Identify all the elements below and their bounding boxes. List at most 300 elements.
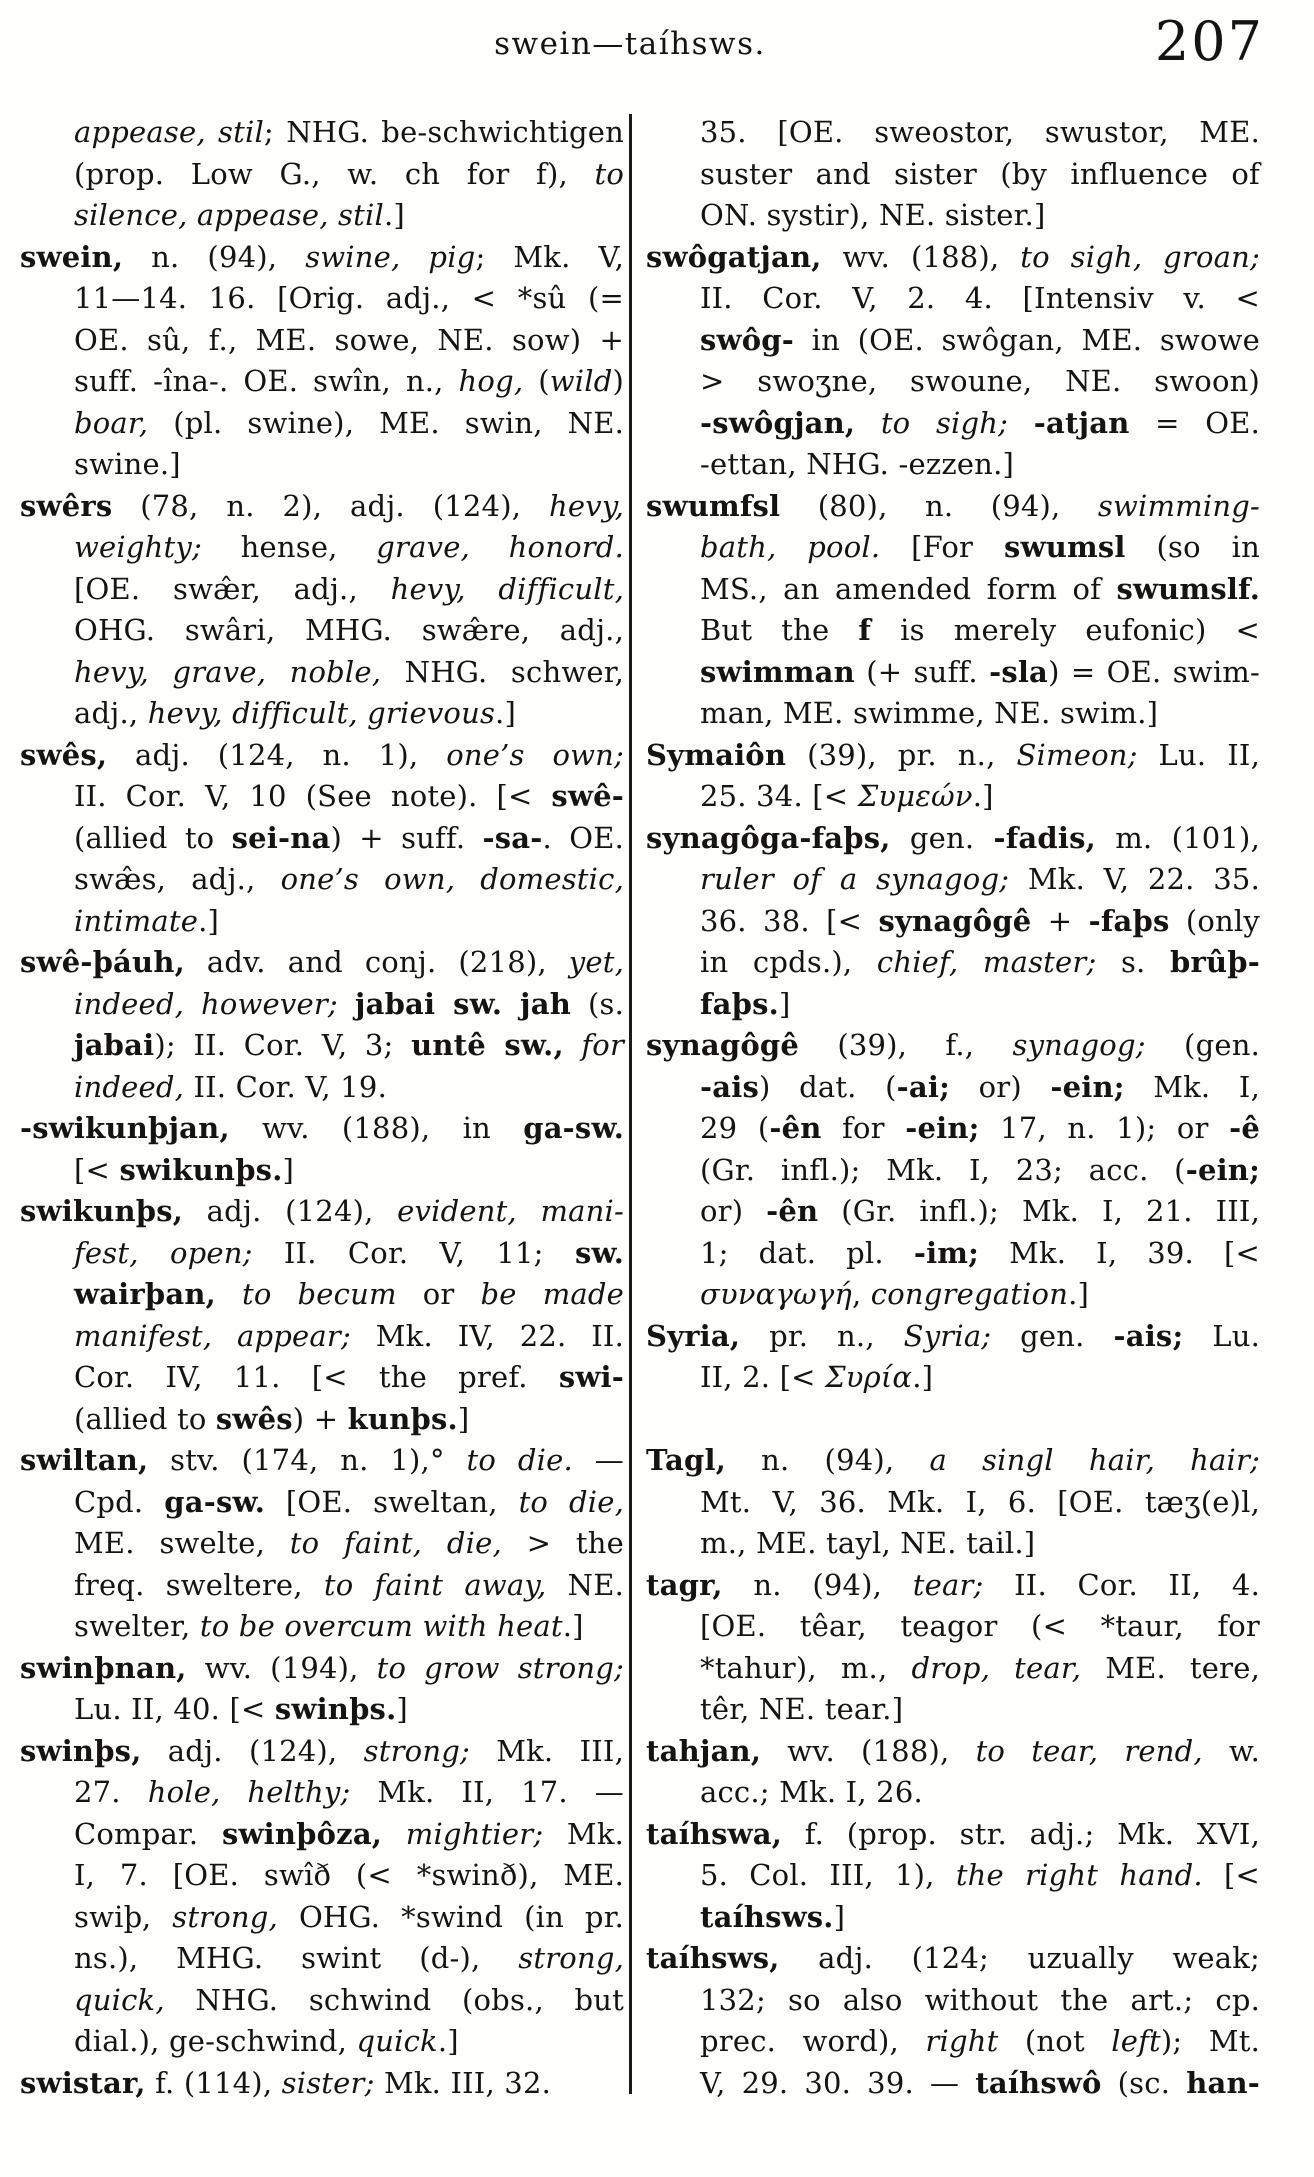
- text-segment: s.: [1096, 945, 1171, 979]
- text-line: [20, 195, 624, 237]
- text-segment: n. (94),: [722, 1567, 913, 1602]
- text-segment: ; NHG. be-schwichtigen: [263, 115, 624, 149]
- text-segment: man, ME. swimme, NE. swim.]: [700, 696, 1159, 730]
- text-line: [646, 1067, 1260, 1109]
- text-segment: acc.; Mk. I, 26.: [700, 1775, 923, 1809]
- text-segment: But the: [700, 613, 859, 647]
- text-segment: jabai sw. jah: [354, 986, 572, 1021]
- text-line: [646, 361, 1260, 403]
- text-segment: I, 7. [OE. swîð (< *swinð), ME.: [74, 1858, 624, 1892]
- text-line: [20, 1191, 624, 1233]
- text-segment: têr, NE. tear.]: [700, 1692, 904, 1726]
- text-segment: jabai: [74, 1028, 155, 1062]
- text-segment: swês,: [20, 737, 108, 772]
- text-segment: II. Cor. V, 19.: [184, 1069, 387, 1104]
- text-segment: Mk.: [543, 1816, 625, 1851]
- text-segment: to tear, rend,: [975, 1733, 1203, 1768]
- text-segment: ); II. Cor. V, 3;: [154, 1028, 412, 1062]
- text-segment: -faþs: [1088, 903, 1170, 938]
- text-segment: adv. and conj. (218),: [184, 945, 569, 979]
- text-segment: synagôgê: [878, 903, 1032, 938]
- text-line: [646, 1565, 1260, 1607]
- text-line: [20, 1025, 624, 1067]
- text-segment: 11—14. 16. [Orig. adj., < *sû (=: [74, 281, 624, 315]
- text-segment: to: [594, 156, 624, 191]
- running-head: swein—taíhsws.: [494, 26, 766, 62]
- text-segment: for: [581, 1028, 625, 1062]
- text-line: [20, 2021, 624, 2063]
- text-line: [20, 984, 624, 1026]
- text-segment: a singl hair, hair;: [929, 1443, 1260, 1477]
- text-line: [646, 776, 1260, 818]
- text-line: [20, 361, 624, 403]
- text-line: [20, 1897, 624, 1939]
- text-segment: appease, stil: [74, 115, 264, 149]
- text-segment: grave, honord.: [376, 530, 624, 564]
- text-line: [20, 2063, 624, 2105]
- text-segment: or: [396, 1277, 481, 1311]
- text-segment: (sc.: [1101, 2065, 1187, 2100]
- text-segment: Mk. I, 39. [<: [979, 1235, 1260, 1270]
- text-line: [20, 444, 624, 486]
- text-segment: (39), f.,: [799, 1028, 1013, 1062]
- text-segment: Tagl,: [646, 1443, 726, 1477]
- text-segment: prec. word),: [700, 2024, 926, 2058]
- text-segment: adj. (124),: [183, 1194, 398, 1228]
- text-segment: . OE.: [542, 820, 624, 855]
- text-segment: 35. [OE. sweostor, swustor, ME.: [700, 115, 1260, 149]
- page-number: 207: [1154, 10, 1264, 73]
- text-segment: strong,: [172, 1899, 278, 1934]
- text-segment: NE.: [546, 1567, 624, 1602]
- text-segment: gen.: [991, 1318, 1114, 1353]
- text-segment: [564, 1028, 582, 1062]
- text-segment: swein,: [20, 239, 124, 274]
- text-segment: -ê: [1229, 1111, 1261, 1145]
- text-line: [646, 569, 1260, 611]
- text-segment: [216, 1277, 242, 1311]
- text-segment: or): [700, 1194, 767, 1228]
- text-segment: w.: [1202, 1733, 1261, 1768]
- text-segment: Mk. V, 22. 35.: [1009, 862, 1260, 896]
- text-segment: .]: [383, 198, 405, 232]
- text-segment: NHG. schwind (obs., but: [164, 1982, 624, 2017]
- text-line: [646, 278, 1260, 320]
- text-line: [646, 2063, 1260, 2105]
- text-segment: (Gr. infl.); Mk. I, 21. III,: [818, 1194, 1260, 1228]
- text-segment: quick,: [74, 1982, 165, 2017]
- text-segment: swimming-: [1097, 488, 1260, 523]
- text-line: [646, 527, 1260, 569]
- text-segment: —: [572, 1443, 624, 1477]
- text-segment: intimate: [74, 903, 199, 938]
- text-line: [20, 859, 624, 901]
- text-segment: II. Cor. II, 4.: [983, 1567, 1260, 1602]
- text-line: [20, 818, 624, 860]
- text-line: [20, 652, 624, 694]
- text-segment: Mt. V, 36. Mk. I, 6. [OE. tæʒ(e)l,: [700, 1484, 1260, 1519]
- text-segment: > the: [501, 1526, 624, 1560]
- text-segment: [OE. têar, teagor (< *taur, for: [700, 1609, 1260, 1643]
- text-line: [646, 1731, 1260, 1773]
- text-line: [646, 1108, 1260, 1150]
- text-line: [646, 1316, 1260, 1358]
- text-segment: ME. tere,: [1081, 1650, 1260, 1685]
- blank-line: [646, 1399, 1260, 1441]
- text-segment: -sla: [989, 654, 1049, 689]
- text-line: [646, 1938, 1260, 1980]
- text-segment: brûþ-: [1170, 945, 1260, 979]
- text-segment: adj. (124, n. 1),: [107, 737, 447, 772]
- text-line: [646, 901, 1260, 943]
- text-segment: 36. 38. [<: [700, 903, 879, 938]
- text-segment: m. (101),: [1095, 820, 1260, 855]
- text-line: [646, 1980, 1260, 2022]
- text-segment: Compar.: [74, 1816, 222, 1851]
- text-line: [646, 237, 1260, 279]
- text-segment: swelter,: [74, 1609, 200, 1643]
- text-segment: .]: [562, 1609, 584, 1643]
- text-segment: ]: [396, 1692, 408, 1726]
- text-segment: [1008, 406, 1034, 440]
- text-line: [646, 195, 1260, 237]
- text-segment: ); Mt.: [1160, 2024, 1260, 2058]
- text-line: [20, 1938, 624, 1980]
- text-segment: left: [1111, 2024, 1161, 2058]
- text-line: [20, 1357, 624, 1399]
- text-segment: Mk. III,: [469, 1733, 624, 1768]
- text-segment: swistar,: [20, 2065, 146, 2100]
- text-segment: +: [1031, 903, 1089, 938]
- text-segment: swumfsl: [646, 488, 781, 523]
- text-segment: Cpd.: [74, 1484, 165, 1519]
- text-segment: (so in: [1125, 530, 1260, 564]
- text-segment: swinþs.: [274, 1692, 397, 1726]
- text-segment: swiþ,: [74, 1899, 173, 1934]
- text-line: [20, 237, 624, 279]
- text-segment: hog,: [458, 364, 524, 398]
- text-segment: .]: [437, 2024, 459, 2058]
- text-segment: swikunþs.: [119, 1152, 283, 1187]
- text-segment: [OE. swæ̂r, adj.,: [74, 571, 391, 606]
- text-line: [20, 1606, 624, 1648]
- text-segment: indeed,: [74, 1069, 185, 1104]
- text-line: [20, 1523, 624, 1565]
- text-segment: Συμεών: [857, 779, 973, 813]
- text-line: [646, 112, 1260, 154]
- text-segment: (Gr. infl.); Mk. I, 23; acc. (: [700, 1152, 1186, 1187]
- text-segment: (39), pr. n.,: [786, 737, 1017, 772]
- text-line: [20, 776, 624, 818]
- text-segment: wv. (188),: [821, 239, 1021, 274]
- text-line: [646, 693, 1260, 735]
- text-segment: taíhswa,: [646, 1816, 783, 1851]
- text-segment: .]: [912, 1360, 934, 1394]
- text-segment: suster and sister (by influence of: [700, 156, 1260, 191]
- text-line: [646, 1482, 1260, 1524]
- text-line: [646, 1523, 1260, 1565]
- text-segment: [382, 1817, 406, 1851]
- text-segment: -ein;: [1185, 1152, 1260, 1187]
- text-segment: (pl. swine), ME. swin, NE.: [148, 405, 624, 440]
- text-segment: synagog;: [1012, 1028, 1146, 1062]
- text-segment: (allied to: [74, 820, 232, 855]
- text-line: [646, 320, 1260, 362]
- text-segment: -ên: [769, 1111, 822, 1145]
- text-segment: adj. (124),: [141, 1733, 364, 1768]
- text-segment: is merely eufonic) <: [871, 613, 1261, 647]
- text-segment: (+ suff.: [854, 654, 990, 689]
- text-line: [20, 610, 624, 652]
- text-line: [646, 818, 1260, 860]
- text-line: [646, 1772, 1260, 1814]
- text-segment: Mk. IV, 22. II.: [350, 1318, 624, 1353]
- text-segment: (not: [998, 2024, 1112, 2058]
- text-segment: mightier;: [405, 1816, 544, 1851]
- text-segment: -swikunþjan,: [20, 1111, 230, 1145]
- text-line: [20, 569, 624, 611]
- text-segment: II. Cor. V, 11;: [252, 1235, 575, 1270]
- text-segment: (allied to: [74, 1401, 216, 1436]
- text-segment: tear;: [912, 1567, 984, 1602]
- text-segment: [<: [74, 1152, 120, 1187]
- text-segment: indeed, however;: [74, 986, 338, 1021]
- text-segment: *tahur), m.,: [700, 1650, 912, 1685]
- text-segment: 25. 34. [<: [700, 779, 858, 813]
- text-segment: to faint, die,: [289, 1526, 502, 1560]
- text-line: [646, 2021, 1260, 2063]
- text-segment: f. (114),: [145, 2065, 282, 2100]
- text-line: [646, 1150, 1260, 1192]
- text-segment: f. (prop. str. adj.; Mk. XVI,: [782, 1816, 1260, 1851]
- text-segment: n. (94),: [123, 239, 306, 274]
- text-line: [20, 403, 624, 445]
- text-segment: n. (94),: [726, 1443, 930, 1477]
- text-segment: Syria;: [903, 1318, 992, 1353]
- text-segment: swêrs: [20, 488, 113, 523]
- text-line: [646, 1440, 1260, 1482]
- text-segment: [<: [1202, 1858, 1261, 1892]
- text-line: [646, 610, 1260, 652]
- text-segment: swinþs,: [20, 1733, 142, 1768]
- text-segment: ): [612, 364, 624, 398]
- text-line: [646, 735, 1260, 777]
- text-line: [20, 1316, 624, 1358]
- text-line: [20, 112, 624, 154]
- text-segment: taíhswô: [975, 2065, 1102, 2100]
- text-segment: freq. sweltere,: [74, 1567, 324, 1602]
- text-segment: 27.: [74, 1775, 148, 1809]
- text-segment: ME. swelte,: [74, 1526, 290, 1560]
- text-segment: to faint away,: [323, 1567, 547, 1602]
- text-segment: wild: [549, 364, 613, 398]
- text-line: [20, 154, 624, 196]
- text-line: [20, 1399, 624, 1441]
- text-line: [646, 1689, 1260, 1731]
- text-line: [646, 1357, 1260, 1399]
- text-line: [20, 527, 624, 569]
- text-segment: strong,: [518, 1941, 624, 1975]
- text-segment: Συρία: [825, 1360, 913, 1394]
- text-line: [646, 1606, 1260, 1648]
- text-segment: the right hand.: [955, 1858, 1203, 1892]
- text-segment: swôgatjan,: [646, 239, 822, 274]
- text-segment: swumslf.: [1116, 571, 1260, 606]
- text-segment: OHG. swâri, MHG. swæ̂re, adj.,: [74, 613, 624, 647]
- text-segment: fest, open;: [74, 1235, 253, 1270]
- text-segment: -ais;: [1113, 1318, 1184, 1353]
- text-line: [20, 942, 624, 984]
- text-segment: swôg-: [700, 322, 794, 357]
- text-segment: -im;: [913, 1235, 980, 1270]
- text-segment: 29 (: [700, 1111, 770, 1145]
- text-segment: suff. -îna-. OE. swîn, n.,: [74, 364, 459, 398]
- text-line: [20, 1814, 624, 1856]
- text-segment: OHG. *swind (in pr.: [277, 1899, 624, 1934]
- text-segment: wv. (188),: [761, 1733, 976, 1768]
- text-segment: or): [950, 1069, 1051, 1104]
- text-segment: f: [858, 613, 872, 647]
- text-segment: swine, pig: [305, 239, 476, 274]
- text-segment: one’s own;: [446, 737, 624, 772]
- text-segment: ) + suff.: [330, 820, 483, 855]
- text-segment: Simeon;: [1016, 737, 1138, 772]
- text-segment: swinþôza,: [221, 1816, 383, 1851]
- text-segment: evident, mani-: [397, 1194, 624, 1228]
- text-segment: (: [523, 364, 550, 398]
- text-segment: .]: [1068, 1277, 1090, 1311]
- text-segment: bath, pool.: [700, 530, 881, 564]
- text-line: [20, 693, 624, 735]
- text-segment: hevy, difficult,: [390, 571, 624, 606]
- text-line: [646, 1897, 1260, 1939]
- text-segment: be made: [480, 1277, 625, 1311]
- text-segment: Lu. II,: [1137, 737, 1260, 772]
- text-segment: [OE. sweltan,: [265, 1484, 519, 1519]
- text-segment: swês: [215, 1401, 293, 1436]
- text-segment: ,: [851, 1277, 871, 1311]
- text-segment: manifest, appear;: [74, 1318, 351, 1353]
- text-line: [20, 1565, 624, 1607]
- text-segment: in cpds.),: [700, 945, 877, 979]
- text-line: [20, 278, 624, 320]
- text-segment: Symaiôn: [646, 737, 787, 772]
- text-line: [646, 1025, 1260, 1067]
- text-line: [20, 1233, 624, 1275]
- text-segment: yet,: [568, 945, 624, 979]
- left-column: [20, 112, 624, 2104]
- text-line: [20, 1067, 624, 1109]
- text-segment: -ai;: [896, 1069, 951, 1104]
- text-segment: pr. n.,: [740, 1318, 904, 1353]
- text-segment: ) +: [292, 1401, 348, 1436]
- text-segment: II, 2. [<: [700, 1360, 826, 1394]
- text-segment: stv. (174, n. 1),°: [148, 1443, 467, 1477]
- text-segment: ; Mk. V,: [475, 239, 624, 274]
- text-segment: [855, 406, 881, 440]
- text-segment: swimman: [700, 654, 855, 689]
- text-segment: -ettan, NHG. -ezzen.]: [700, 447, 1014, 481]
- text-segment: = OE.: [1129, 405, 1260, 440]
- text-segment: hevy, difficult, grievous: [147, 696, 496, 730]
- text-segment: right: [925, 2024, 999, 2058]
- text-line: [20, 1648, 624, 1690]
- text-segment: to sigh, groan;: [1020, 239, 1260, 274]
- text-segment: 5. Col. III, 1),: [700, 1858, 956, 1892]
- text-line: [20, 901, 624, 943]
- text-segment: to sigh;: [880, 405, 1009, 440]
- text-line: [646, 1855, 1260, 1897]
- text-segment: synagôga-faþs,: [646, 820, 891, 855]
- text-line: [646, 1233, 1260, 1275]
- text-segment: hense,: [201, 530, 377, 564]
- text-line: [646, 1648, 1260, 1690]
- text-segment: taíhsws,: [646, 1941, 780, 1975]
- text-segment: swinþnan,: [20, 1650, 187, 1685]
- text-segment: taíhsws.: [700, 1899, 834, 1934]
- text-segment: boar,: [74, 405, 149, 440]
- text-line: [20, 735, 624, 777]
- text-line: [646, 403, 1260, 445]
- text-segment: to be overcum with heat: [199, 1609, 563, 1643]
- text-line: [646, 652, 1260, 694]
- text-segment: wv. (188), in: [229, 1111, 524, 1145]
- text-segment: ) dat. (: [758, 1069, 897, 1104]
- text-segment: gen.: [890, 820, 994, 855]
- text-segment: sw.: [574, 1235, 625, 1270]
- text-segment: -ein;: [905, 1111, 980, 1145]
- text-segment: V, 29. 30. 39. —: [700, 2065, 976, 2100]
- text-segment: tagr,: [646, 1567, 723, 1602]
- text-segment: untê sw.,: [411, 1028, 564, 1062]
- text-segment: sei-na: [231, 820, 331, 855]
- text-line: [646, 444, 1260, 486]
- text-segment: swæ̂s, adj.,: [74, 862, 281, 896]
- text-segment: ns.), MHG. swint (d-),: [74, 1941, 519, 1975]
- text-segment: strong;: [363, 1733, 470, 1768]
- text-segment: [338, 987, 355, 1021]
- text-segment: synagôgê: [646, 1028, 800, 1062]
- text-segment: chief, master;: [876, 945, 1097, 979]
- text-segment: .]: [972, 779, 994, 813]
- text-segment: Lu. II, 40. [<: [74, 1692, 275, 1726]
- text-segment: NHG. schwer,: [381, 654, 624, 689]
- text-segment: ]: [833, 1899, 846, 1934]
- text-segment: Lu.: [1183, 1318, 1260, 1353]
- text-segment: quick: [356, 2024, 438, 2058]
- text-segment: swine.]: [74, 447, 181, 481]
- text-segment: ) = OE. swim-: [1048, 654, 1261, 689]
- text-segment: Cor. IV, 11. [< the pref.: [74, 1360, 559, 1394]
- text-segment: swumsl: [1004, 530, 1126, 564]
- text-segment: hevy,: [549, 488, 624, 523]
- text-segment: -fadis,: [993, 820, 1096, 855]
- text-segment: swiltan,: [20, 1443, 149, 1477]
- text-segment: one’s own, domestic,: [280, 862, 624, 896]
- text-segment: kunþs.: [347, 1401, 458, 1436]
- text-segment: MS., an amended form of: [700, 571, 1117, 606]
- text-segment: swikunþs,: [20, 1194, 184, 1228]
- text-segment: to die.: [466, 1443, 573, 1477]
- text-segment: in (OE. swôgan, ME. swowe: [793, 322, 1260, 357]
- text-line: [20, 320, 624, 362]
- text-line: [20, 1440, 624, 1482]
- text-segment: swê-þáuh,: [20, 945, 185, 979]
- text-segment: (only: [1169, 903, 1260, 938]
- text-segment: tahjan,: [646, 1733, 762, 1768]
- text-line: [646, 942, 1260, 984]
- text-segment: ruler of a synagog;: [700, 862, 1010, 896]
